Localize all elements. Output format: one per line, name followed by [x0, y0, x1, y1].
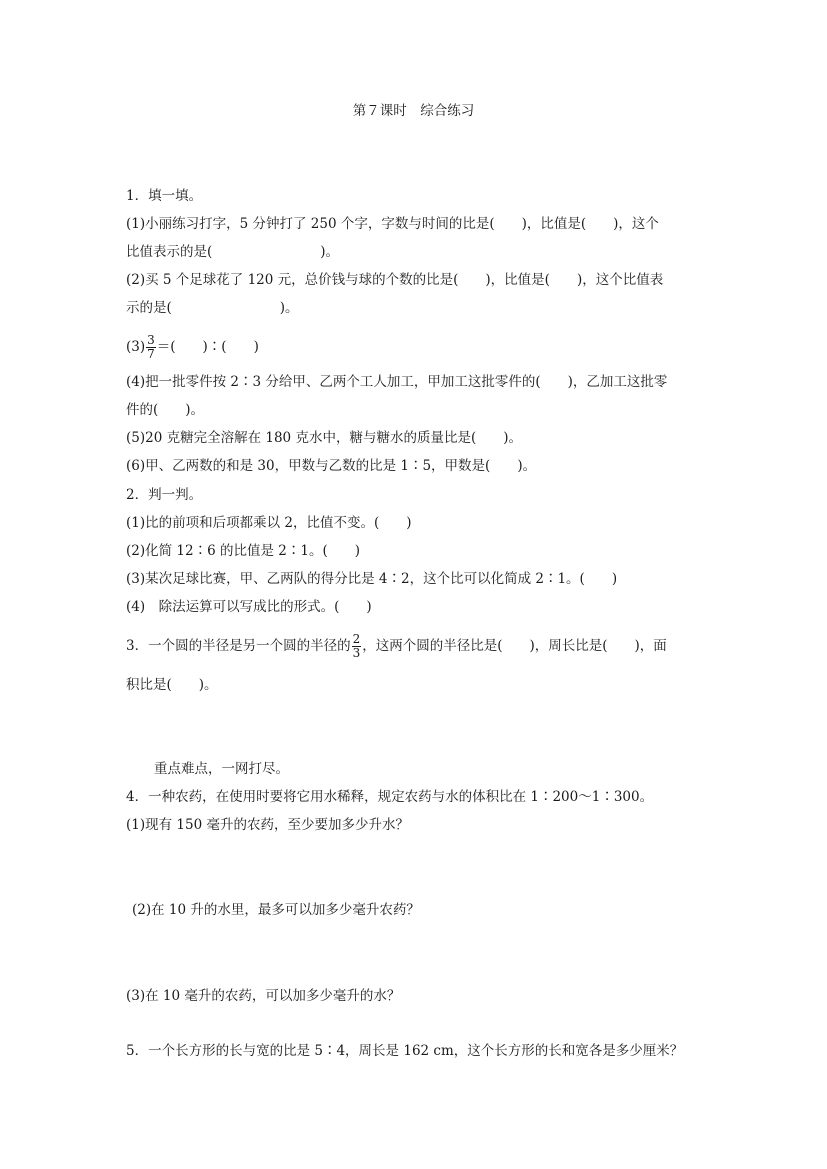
q1-p6: (6)甲、乙两数的和是 30，甲数与乙数的比是 1∶5，甲数是( )。: [126, 458, 537, 474]
q1-p4-line2: 件的( )。: [126, 402, 205, 418]
q2-heading: 2．判一判。: [126, 487, 203, 503]
q2-p3: (3)某次足球比赛，甲、乙两队的得分比是 4∶2，这个比可以化简成 2∶1。( ): [126, 571, 618, 587]
fraction-denominator: 3: [352, 646, 361, 660]
q3-line1-prefix: 3．一个圆的半径是另一个圆的半径的: [126, 638, 351, 654]
q4-stem: 4．一种农药，在使用时要将它用水稀释，规定农药与水的体积比在 1∶200～1∶300。: [126, 789, 654, 805]
q1-p3: [126, 333, 259, 361]
q2-p4: (4) 除法运算可以写成比的形式。( ): [126, 599, 372, 615]
fraction-three-sevenths: [146, 334, 156, 361]
q1-p3-prefix: (3): [126, 339, 146, 355]
fraction-denominator: 7: [147, 347, 155, 361]
q4-p3: (3)在 10 毫升的农药，可以加多少毫升的水？: [126, 988, 401, 1004]
q3-line1: [126, 632, 667, 660]
section-heading: 重点难点，一网打尽。: [154, 761, 289, 777]
q1-heading: 1．填一填。: [126, 188, 203, 204]
q2-p2: (2)化简 12∶6 的比值是 2∶1。( ): [126, 543, 360, 559]
fraction-numerator: 2: [352, 632, 361, 646]
q1-p2-line1: (2)买 5 个足球花了 120 元，总价钱与球的个数的比是( )，比值是( )，这个比值表: [126, 272, 664, 288]
q5-stem: 5．一个长方形的长与宽的比是 5∶4，周长是 162 cm，这个长方形的长和宽各是多少厘米？: [126, 1043, 684, 1059]
q2-p1: (1)比的前项和后项都乘以 2，比值不变。( ): [126, 515, 412, 531]
q1-p2-line2: 示的是( )。: [126, 300, 299, 316]
q4-p2: (2)在 10 升的水里，最多可以加多少毫升农药？: [132, 902, 420, 918]
q1-p1-line1: (1)小丽练习打字，5 分钟打了 250 个字，字数与时间的比是( )，比值是( )，这个: [126, 216, 659, 232]
q3-line2: 积比是( )。: [126, 677, 218, 693]
q4-p1: (1)现有 150 毫升的农药，至少要加多少升水？: [126, 817, 409, 833]
fraction-two-thirds: [352, 633, 362, 660]
page-title: 第７课时 综合练习: [352, 103, 475, 119]
fraction-numerator: 3: [147, 333, 155, 347]
q1-p4-line1: (4)把一批零件按 2∶3 分给甲、乙两个工人加工，甲加工这批零件的( )，乙加工这批零: [126, 374, 668, 390]
q1-p3-suffix: ＝( )∶( ): [156, 339, 259, 355]
q1-p5: (5)20 克糖完全溶解在 180 克水中，糖与糖水的质量比是( )。: [126, 430, 522, 446]
q3-line1-suffix: ，这两个圆的半径比是( )，周长比是( )，面: [362, 638, 667, 654]
q1-p1-line2: 比值表示的是( )。: [126, 244, 340, 260]
